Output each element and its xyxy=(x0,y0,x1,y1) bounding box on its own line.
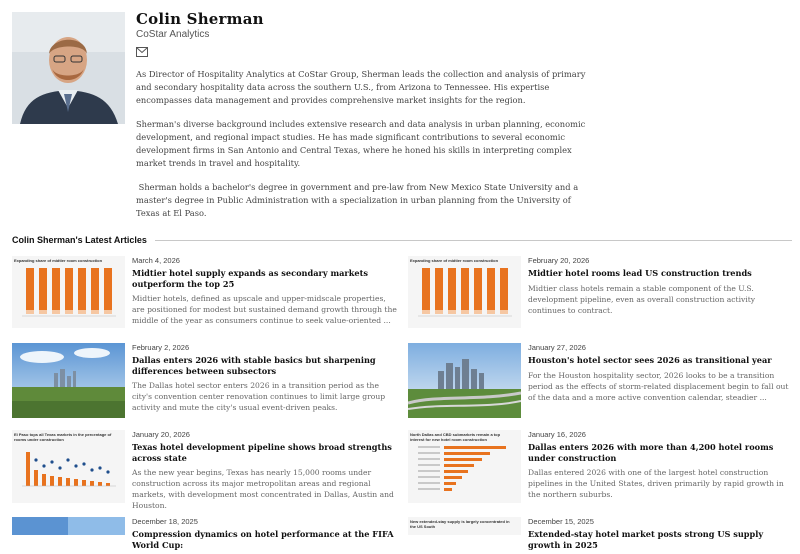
article-title-link[interactable]: Midtier hotel supply expands as secondary markets outperform the top 25 xyxy=(132,268,369,289)
article-thumbnail-photo[interactable] xyxy=(12,343,125,418)
article-excerpt: Midtier class hotels remain a stable component of the U.S. development pipeline, even as overall construction activity continues to contract. xyxy=(528,283,756,315)
article-title-link[interactable]: Extended-stay hotel market posts strong US supply growth in 2025 xyxy=(528,529,764,550)
article-thumbnail-chart[interactable] xyxy=(12,256,125,328)
article-meta xyxy=(132,517,397,554)
thumb-caption: Expanding share of midtier room construction xyxy=(14,258,103,263)
section-divider xyxy=(155,240,792,241)
bio-paragraph: Sherman holds a bachelor's degree in government and pre-law from New Mexico State University and a master's degree in Public Administration with a specialization in urban planning from the University of Texas at El Paso. xyxy=(136,182,581,218)
article-date: February 2, 2026 xyxy=(132,343,190,352)
article-meta xyxy=(132,430,397,511)
bio-paragraph: Sherman's diverse background includes extensive research and data analysis in urban planning, economic development, and regional impact studies. He has made significant contributions to several economic development firms in San Antonio and Central Texas, where he honed his skills in interpreting complex market trends in travel and hospitality. xyxy=(136,119,586,168)
article-meta xyxy=(528,256,793,316)
article-date: March 4, 2026 xyxy=(132,256,180,265)
article-meta xyxy=(528,517,793,554)
article-date: December 18, 2025 xyxy=(132,517,198,526)
article-excerpt: The Dallas hotel sector enters 2026 in a transition period as the city's convention center renovation continues to limit large group activity and mute the city's usual event-driven peaks. xyxy=(132,381,386,412)
article-meta xyxy=(528,430,793,500)
article-title-link[interactable]: Houston's hotel sector sees 2026 as transitional year xyxy=(528,355,772,365)
article-title-link[interactable]: Compression dynamics on hotel performance at the FIFA World Cup: xyxy=(132,529,394,550)
article-title-link[interactable]: Dallas enters 2026 with more than 4,200 hotel rooms under construction xyxy=(528,442,774,463)
author-name: Colin Sherman xyxy=(136,10,264,28)
thumb-caption: El Paso tops all Texas markets in the percentage of rooms under construction xyxy=(14,432,112,442)
article-excerpt: For the Houston hospitality sector, 2026 looks to be a transition period as the effects of storm-related displacement begin to fall out of the data and a more active convention calendar, steadier ... xyxy=(528,370,789,402)
article-thumbnail-chart[interactable] xyxy=(12,430,125,503)
article-thumbnail-chart[interactable] xyxy=(408,256,521,328)
article-meta xyxy=(132,343,397,413)
envelope-icon[interactable] xyxy=(136,47,148,57)
section-title: Colin Sherman's Latest Articles xyxy=(12,235,147,245)
article-excerpt: Midtier hotels, defined as upscale and upper-midscale properties, are positioned for modest but sustained demand growth through the middle of the year as consumers continue to seek value-oriented ... xyxy=(132,294,397,325)
article-thumbnail-photo[interactable] xyxy=(408,343,521,418)
thumb-caption: New extended-stay supply is largely concentrated in the US South xyxy=(410,519,510,529)
article-date: January 16, 2026 xyxy=(528,430,586,439)
latest-articles-header xyxy=(12,233,792,247)
article-title-link[interactable]: Texas hotel development pipeline shows broad strengths across state xyxy=(132,442,392,463)
author-photo xyxy=(12,12,125,124)
article-excerpt: Dallas entered 2026 with one of the largest hotel construction pipelines in the United States, driven primarily by rapid growth in the northern suburbs. xyxy=(528,468,784,499)
article-meta xyxy=(528,343,793,403)
article-meta xyxy=(132,256,397,326)
article-date: December 15, 2025 xyxy=(528,517,594,526)
thumb-caption: Expanding share of midtier room construction xyxy=(410,258,499,263)
author-bio xyxy=(136,68,586,231)
thumb-caption: North Dallas and CBD submarkets remain a top interest for new hotel room construction xyxy=(410,432,501,442)
article-title-link[interactable]: Midtier hotel rooms lead US construction trends xyxy=(528,268,752,278)
article-date: January 27, 2026 xyxy=(528,343,586,352)
author-company: CoStar Analytics xyxy=(136,29,210,40)
article-thumbnail-photo[interactable] xyxy=(12,517,125,535)
article-excerpt: As the new year begins, Texas has nearly 15,000 rooms under construction across its major metropolitan areas and regional markets, with development most concentrated in Dallas, Austin and Houston. xyxy=(132,468,394,510)
bio-paragraph: As Director of Hospitality Analytics at CoStar Group, Sherman leads the collection and analysis of primary and secondary hospitality data across the southern U.S., from Arizona to Tennessee. His expertise encompasses data management and provides comprehensive market insights for the region. xyxy=(136,69,586,105)
article-thumbnail-chart[interactable] xyxy=(408,430,521,503)
article-date: February 20, 2026 xyxy=(528,256,590,265)
article-thumbnail-chart[interactable] xyxy=(408,517,521,535)
article-title-link[interactable]: Dallas enters 2026 with stable basics but sharpening differences between subsectors xyxy=(132,355,376,376)
article-date: January 20, 2026 xyxy=(132,430,190,439)
